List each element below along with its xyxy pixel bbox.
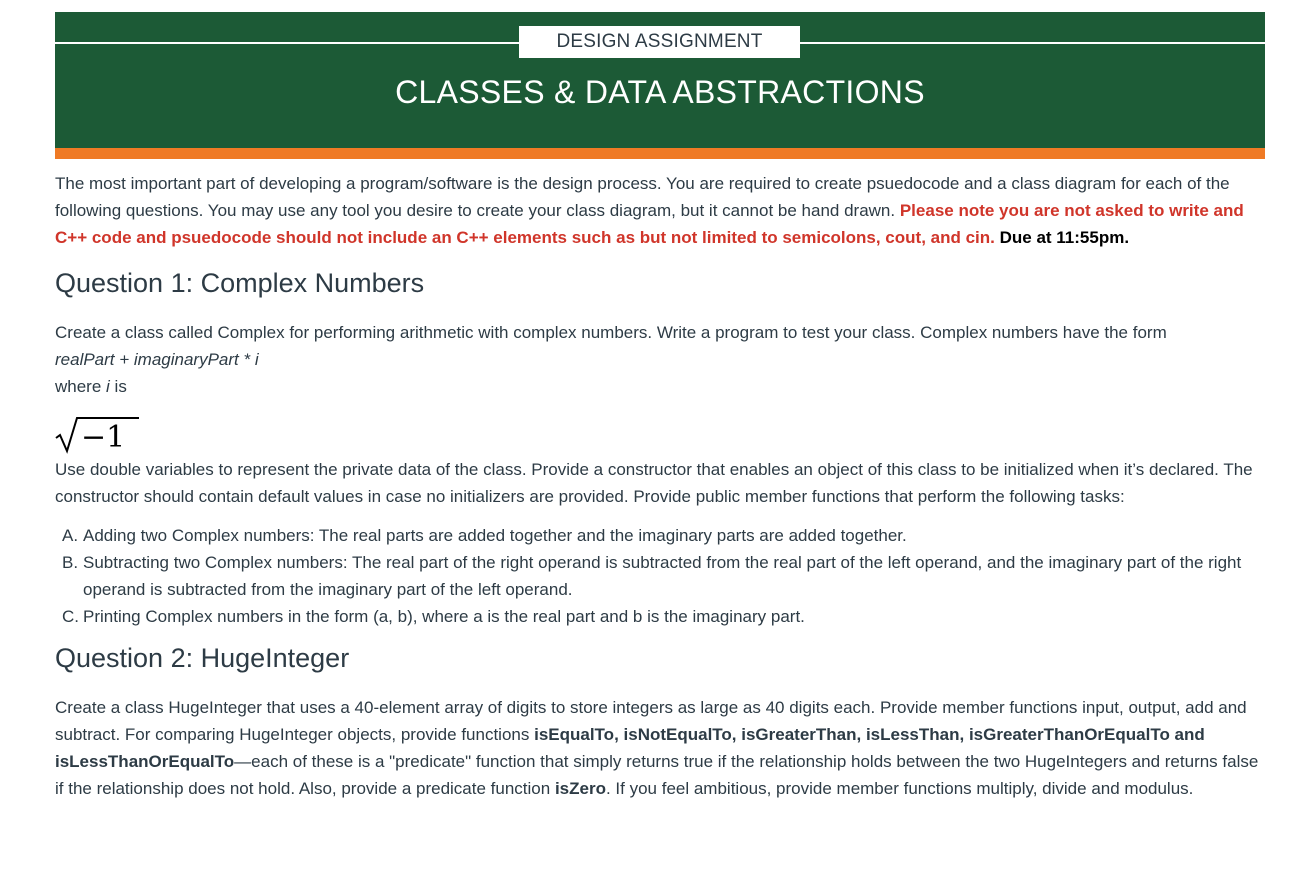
q2-text-2: —each of these is a "predicate" function that simply returns true if the relationship holds between the two HugeIntegers and returns false if the relationship does not hold. Also, provide a predicate function: [55, 752, 1259, 798]
question-1-paragraph: Use double variables to represent the private data of the class. Provide a constructor that enables an object of this class to be initialized when it’s declared. The constructor should contain default values in case no initializers are provided. Provide public member functions that perform the following tasks:: [55, 460, 1253, 506]
question-2-heading: Question 2: HugeInteger: [55, 643, 350, 673]
q2-text-3: . If you feel ambitious, provide member functions multiply, divide and modulus.: [605, 779, 1194, 798]
q2-text-1: Create a class HugeInteger that uses a 40-element array of digits to store integers as large as 40 digits each. Provide member functions input, output, add and subtract. For comparing HugeInteger objects, provide functions: [55, 698, 1247, 744]
sqrt-expression: [55, 412, 1270, 456]
where-line: [55, 373, 1270, 400]
radicand: −1: [81, 420, 126, 454]
list-item-text: Subtracting two Complex numbers: The real part of the right operand is subtracted from the real part of the left operand, and the imaginary part of the right operand is subtracted from the imaginary part of the left operand.: [83, 553, 1242, 599]
task-list: [55, 522, 1270, 630]
q2-iszero-function: isZero: [554, 779, 606, 798]
list-item-text: Printing Complex numbers in the form (a, b), where a is the real part and b is the imaginary part.: [83, 607, 805, 626]
radical-sign-icon: [55, 416, 145, 454]
where-prefix: where: [55, 377, 107, 396]
question-2-paragraph: [55, 694, 1270, 802]
assignment-content: [55, 170, 1270, 802]
list-marker: A.: [62, 526, 79, 545]
banner-title: CLASSES & DATA ABSTRACTIONS: [395, 74, 925, 110]
list-item: [62, 549, 1270, 603]
list-item: [62, 522, 1270, 549]
banner-accent-bar: [55, 148, 1265, 159]
where-variable: i: [106, 377, 110, 396]
list-marker: C.: [62, 607, 79, 626]
banner-label: DESIGN ASSIGNMENT: [519, 26, 800, 58]
intro-text: The most important part of developing a program/software is the design process. You are required to create psuedocode and a class diagram for each of the following questions. You may use any tool you desire to create your class diagram, but it cannot be hand drawn.: [55, 174, 1230, 220]
assignment-banner: [55, 12, 1265, 148]
intro-warning: Please note you are not asked to write and C++ code and psuedocode should not include an C++ elements such as but not limited to semicolons, cout, and cin.: [55, 201, 1244, 247]
question-1-description: Create a class called Complex for performing arithmetic with complex numbers. Write a program to test your class. Complex numbers have the form: [55, 323, 1167, 342]
q2-predicate-functions: isEqualTo, isNotEqualTo, isGreaterThan, isLessThan, isGreaterThanOrEqualTo and isLessThanOrEqualTo: [55, 725, 1205, 771]
intro-paragraph: [55, 170, 1270, 251]
list-item-text: Adding two Complex numbers: The real parts are added together and the imaginary parts are added together.: [83, 526, 907, 545]
complex-formula: realPart + imaginaryPart * i: [55, 350, 259, 369]
where-suffix: is: [109, 377, 127, 396]
due-date: Due at 11:55pm.: [999, 228, 1130, 247]
list-marker: B.: [62, 553, 79, 572]
question-1-heading: Question 1: Complex Numbers: [55, 268, 425, 298]
list-item: [62, 603, 1270, 630]
